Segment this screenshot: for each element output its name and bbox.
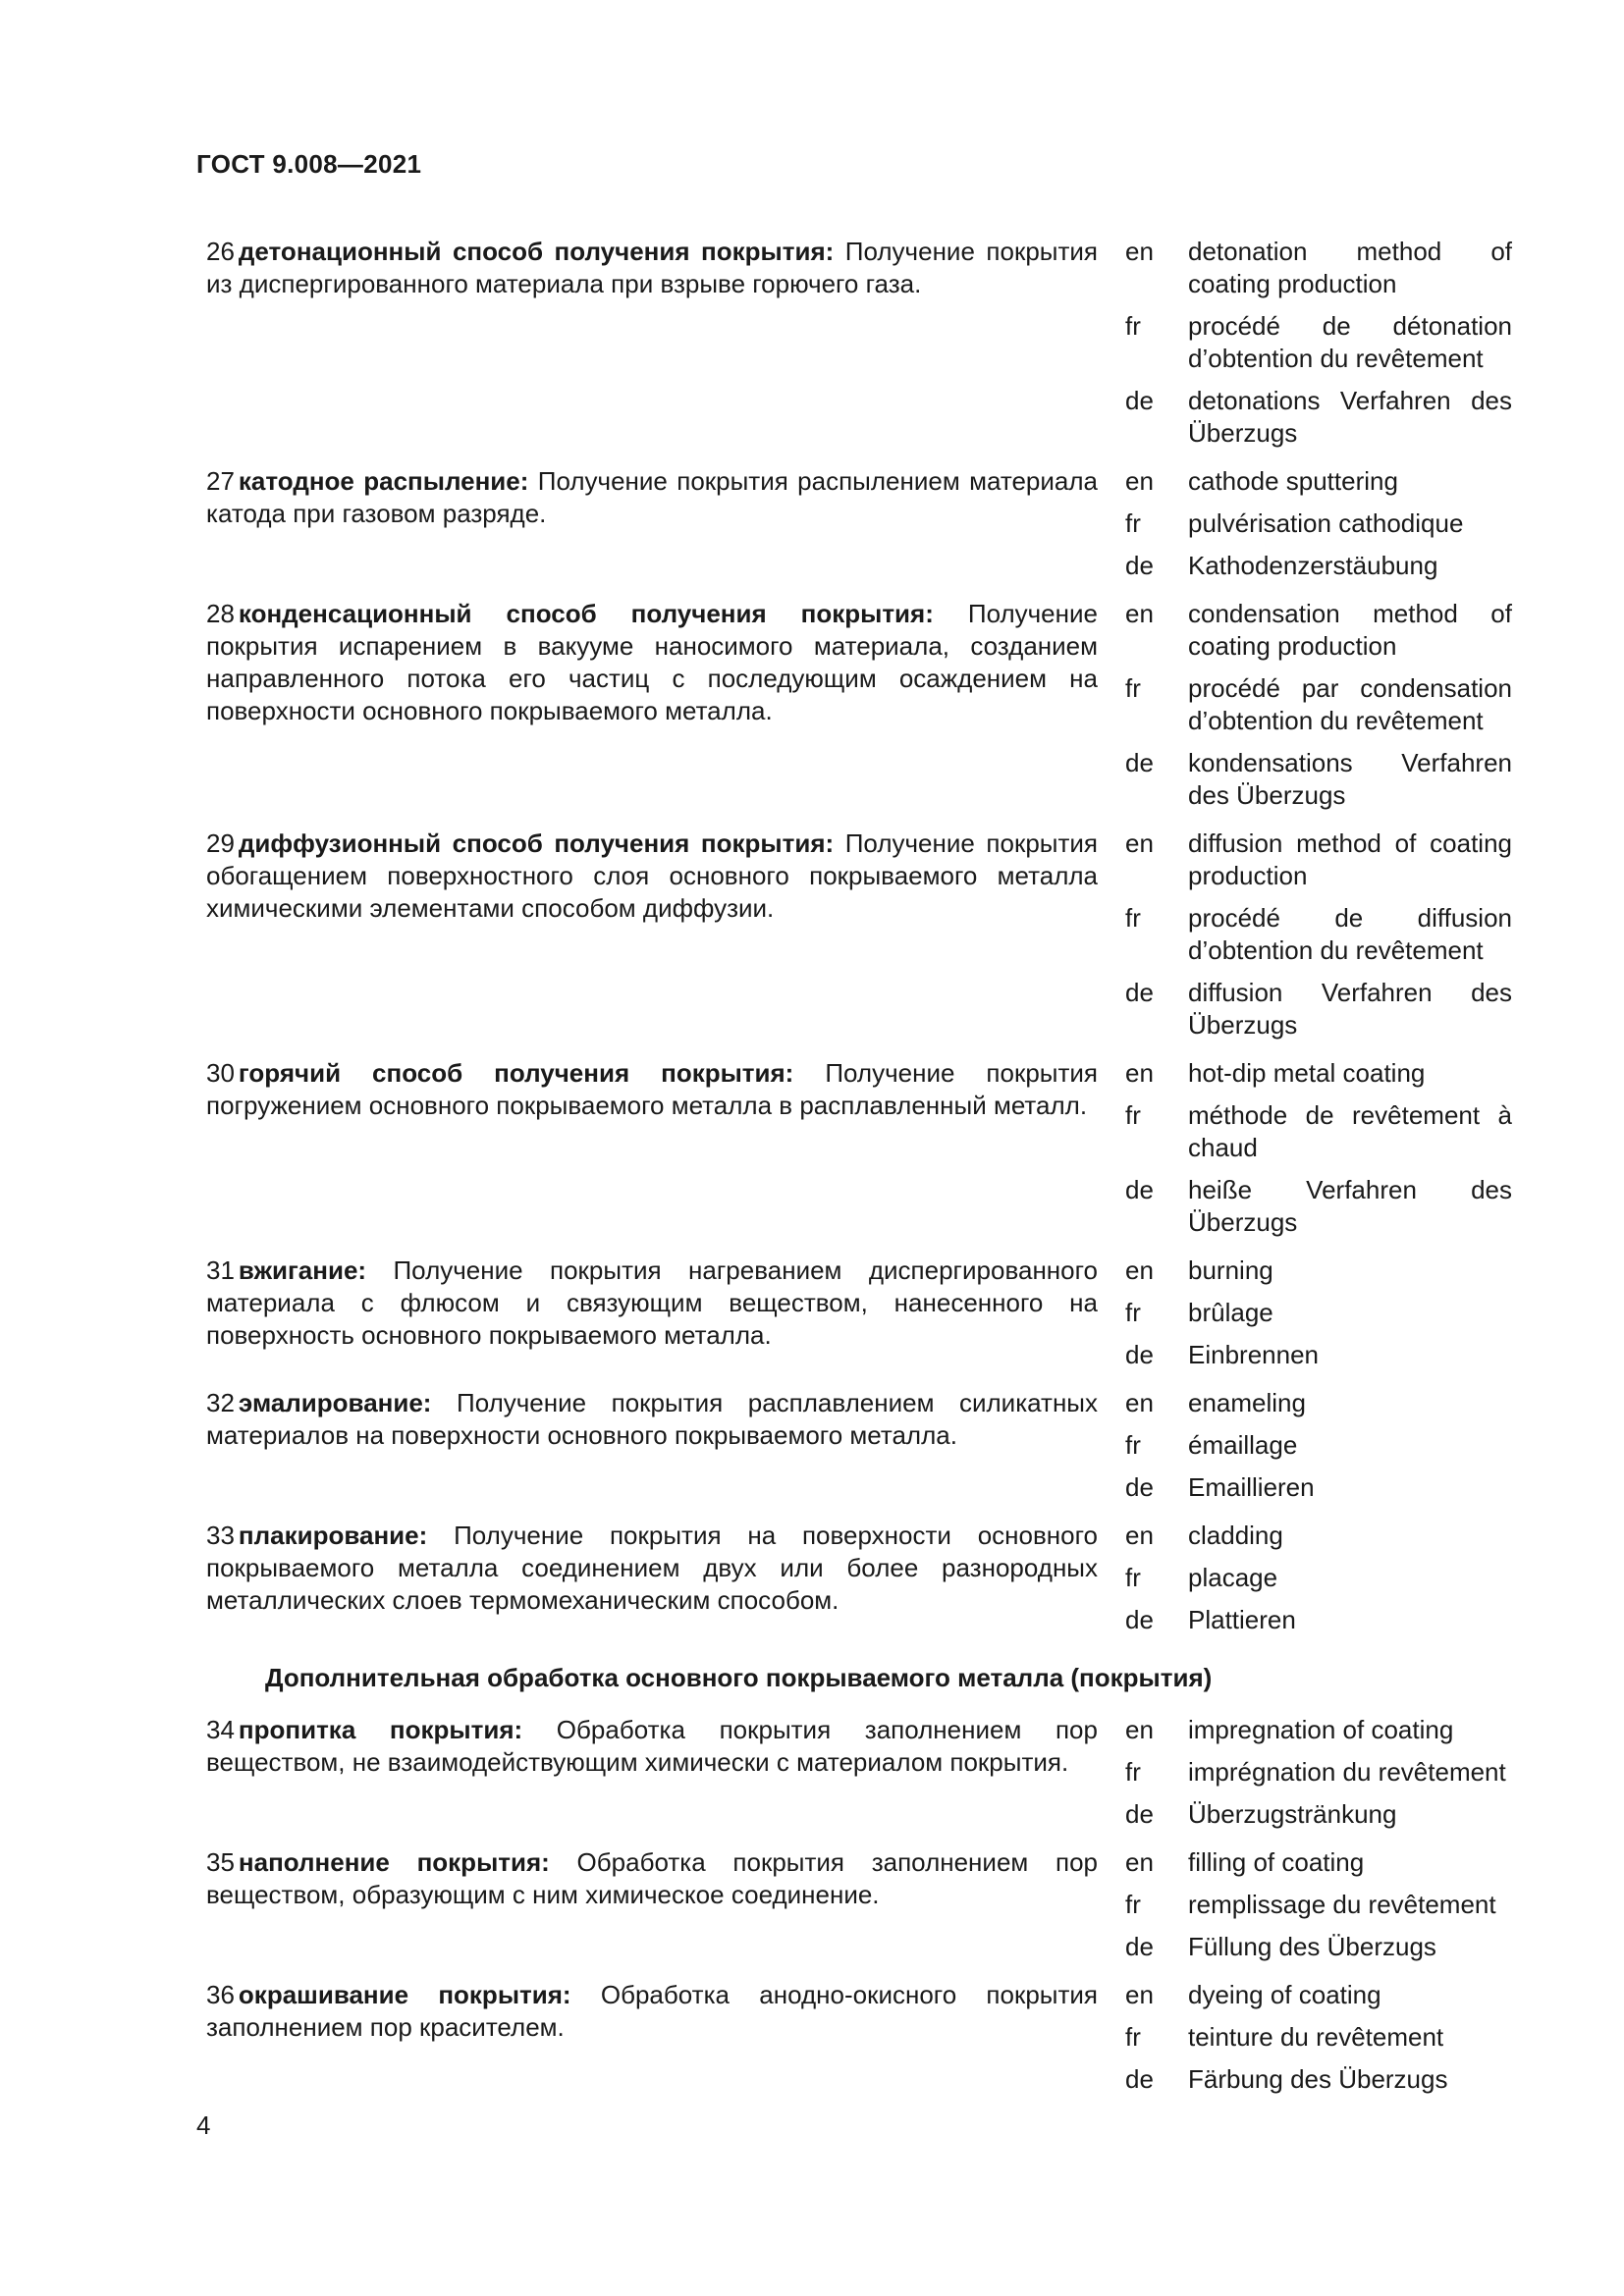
term-entry: [206, 828, 1518, 1051]
equivalent-en: [1125, 236, 1518, 300]
definition-text: Обработка покрытия заполнением пор веществом, образующим с ним химическое соединение.: [206, 1847, 1099, 1909]
term-definition: [206, 1057, 1098, 1122]
equivalent-term: procédé de diffusion d’obtention du revêtement: [1188, 903, 1512, 965]
equivalent-term: Füllung des Überzugs: [1188, 1932, 1436, 1961]
term-number: 28: [206, 599, 235, 628]
language-code: en: [1125, 1980, 1154, 2009]
equivalent-term: procédé de détonation d’obtention du revêtement: [1188, 311, 1512, 373]
equivalent-en: [1125, 1714, 1518, 1746]
definition-text: Получение покрытия расплавлением силикатных материалов на поверхности основного покрываемого металла.: [206, 1388, 1098, 1450]
term-number: 26: [206, 237, 235, 266]
term-definition: [206, 1520, 1098, 1617]
standard-designation: ГОСТ 9.008—2021: [196, 149, 422, 179]
equivalent-term: pulvérisation cathodique: [1188, 508, 1464, 538]
term-entry: [206, 1255, 1518, 1381]
foreign-equivalents: [1125, 465, 1518, 592]
language-code: de: [1125, 551, 1154, 580]
language-code: fr: [1125, 1757, 1141, 1787]
language-code: fr: [1125, 673, 1141, 703]
language-code: en: [1125, 1255, 1154, 1285]
term-name: диффузионный способ получения покрытия:: [238, 828, 835, 858]
equivalent-en: [1125, 1255, 1518, 1287]
language-code: de: [1125, 978, 1154, 1007]
foreign-equivalents: [1125, 598, 1518, 822]
definition-text: Получение покрытия нагреванием диспергированного материала с флюсом и связующим веществом, нанесенного на поверхность основного покрываемого металла.: [206, 1255, 1098, 1350]
term-name: пропитка покрытия:: [238, 1715, 523, 1744]
equivalent-fr: [1125, 507, 1518, 540]
language-code: fr: [1125, 1298, 1141, 1327]
definition-text: Получение покрытия на поверхности основного покрываемого металла соединением двух или более разнородных металлических слоев термомеханическим способом.: [206, 1521, 1098, 1615]
equivalent-term: cathode sputtering: [1188, 466, 1398, 496]
equivalent-de: [1125, 550, 1518, 582]
equivalent-fr: [1125, 1429, 1518, 1462]
equivalent-term: placage: [1188, 1563, 1278, 1592]
equivalent-en: [1125, 1057, 1518, 1090]
language-code: en: [1125, 1715, 1154, 1744]
term-name: горячий способ получения покрытия:: [238, 1058, 794, 1088]
equivalent-term: heiße Verfahren des Überzugs: [1188, 1175, 1512, 1237]
equivalent-term: diffusion Verfahren des Überzugs: [1188, 978, 1512, 1040]
term-definition: [206, 598, 1098, 727]
equivalent-de: [1125, 1604, 1518, 1636]
equivalent-fr: [1125, 1099, 1518, 1164]
section-heading: Дополнительная обработка основного покрываемого металла (покрытия): [265, 1663, 1213, 1692]
equivalent-term: Emaillieren: [1188, 1472, 1315, 1502]
language-code: en: [1125, 599, 1154, 628]
equivalent-term: procédé par condensation d’obtention du revêtement: [1188, 673, 1512, 735]
foreign-equivalents: [1125, 1057, 1518, 1249]
foreign-equivalents: [1125, 1846, 1518, 1973]
equivalent-fr: [1125, 1889, 1518, 1921]
equivalent-term: hot-dip metal coating: [1188, 1058, 1426, 1088]
language-code: en: [1125, 237, 1154, 266]
equivalent-term: émaillage: [1188, 1430, 1298, 1460]
term-definition: [206, 236, 1098, 300]
language-code: de: [1125, 1340, 1154, 1369]
term-entry: [206, 598, 1518, 822]
term-definition: [206, 1714, 1098, 1779]
equivalent-term: cladding: [1188, 1521, 1283, 1550]
term-number: 35: [206, 1847, 235, 1877]
equivalent-fr: [1125, 1756, 1518, 1789]
equivalent-en: [1125, 465, 1518, 498]
term-number: 36: [206, 1980, 235, 2009]
term-definition: [206, 1387, 1098, 1452]
language-code: de: [1125, 1799, 1154, 1829]
equivalent-en: [1125, 1520, 1518, 1552]
equivalent-term: Färbung des Überzugs: [1188, 2064, 1448, 2094]
terms-content: [206, 236, 1518, 2111]
language-code: fr: [1125, 311, 1141, 341]
term-definition: [206, 1979, 1098, 2044]
equivalent-term: imprégnation du revêtement: [1188, 1757, 1506, 1787]
language-code: de: [1125, 386, 1154, 415]
equivalent-en: [1125, 1387, 1518, 1419]
language-code: en: [1125, 1521, 1154, 1550]
equivalent-en: [1125, 1846, 1518, 1879]
equivalent-term: diffusion method of coating production: [1188, 828, 1512, 890]
equivalent-term: Plattieren: [1188, 1605, 1296, 1634]
term-entry: [206, 1846, 1518, 1973]
language-code: fr: [1125, 2022, 1141, 2052]
equivalent-term: remplissage du revêtement: [1188, 1890, 1496, 1919]
equivalent-term: Kathodenzerstäubung: [1188, 551, 1438, 580]
term-name: эмалирование:: [238, 1388, 432, 1417]
language-code: en: [1125, 1388, 1154, 1417]
equivalent-fr: [1125, 1297, 1518, 1329]
term-name: детонационный способ получения покрытия:: [238, 237, 835, 266]
language-code: de: [1125, 1605, 1154, 1634]
equivalent-de: [1125, 977, 1518, 1041]
equivalent-en: [1125, 1979, 1518, 2011]
term-entry: [206, 1387, 1518, 1514]
page-number: 4: [196, 2110, 211, 2140]
term-number: 29: [206, 828, 235, 858]
term-number: 34: [206, 1715, 235, 1744]
language-code: de: [1125, 1932, 1154, 1961]
language-code: en: [1125, 1058, 1154, 1088]
equivalent-term: impregnation of coating: [1188, 1715, 1454, 1744]
language-code: en: [1125, 828, 1154, 858]
equivalent-term: condensation method of coating production: [1188, 599, 1512, 661]
equivalent-de: [1125, 747, 1518, 812]
definition-text: Получение покрытия погружением основного покрываемого металла в расплавленный металл.: [206, 1058, 1098, 1120]
definition-text: Обработка анодно-окисного покрытия заполнением пор красителем.: [206, 1980, 1099, 2042]
term-number: 30: [206, 1058, 235, 1088]
foreign-equivalents: [1125, 1387, 1518, 1514]
term-definition: [206, 1255, 1098, 1352]
equivalent-term: Einbrennen: [1188, 1340, 1319, 1369]
definition-text: Получение покрытия распылением материала катода при газовом разряде.: [206, 466, 1099, 528]
term-number: 33: [206, 1521, 235, 1550]
equivalent-fr: [1125, 1562, 1518, 1594]
equivalent-de: [1125, 1471, 1518, 1504]
equivalent-fr: [1125, 2021, 1518, 2054]
terms-group-formation: [206, 236, 1518, 1646]
term-definition: [206, 1846, 1098, 1911]
equivalent-fr: [1125, 902, 1518, 967]
language-code: fr: [1125, 508, 1141, 538]
equivalent-term: filling of coating: [1188, 1847, 1365, 1877]
term-entry: [206, 465, 1518, 592]
language-code: de: [1125, 2064, 1154, 2094]
foreign-equivalents: [1125, 1255, 1518, 1381]
equivalent-term: detonation method of coating production: [1188, 237, 1512, 298]
equivalent-de: [1125, 1798, 1518, 1831]
term-name: конденсационный способ получения покрытия:: [238, 599, 934, 628]
equivalent-term: Überzugstränkung: [1188, 1799, 1397, 1829]
term-entry: [206, 1714, 1518, 1841]
language-code: fr: [1125, 903, 1141, 933]
definition-text: Получение покрытия испарением в вакууме наносимого материала, созданием направленного потока его частиц с последующим осаждением на поверхности основного покрываемого металла.: [206, 599, 1098, 725]
equivalent-de: [1125, 1931, 1518, 1963]
foreign-equivalents: [1125, 828, 1518, 1051]
term-number: 27: [206, 466, 235, 496]
equivalent-term: brûlage: [1188, 1298, 1273, 1327]
term-name: катодное распыление:: [238, 466, 529, 496]
equivalent-term: burning: [1188, 1255, 1273, 1285]
equivalent-term: enameling: [1188, 1388, 1306, 1417]
equivalent-fr: [1125, 310, 1518, 375]
language-code: fr: [1125, 1100, 1141, 1130]
equivalent-term: méthode de revêtement à chaud: [1188, 1100, 1512, 1162]
equivalent-term: detonations Verfahren des Überzugs: [1188, 386, 1512, 448]
term-entry: [206, 1057, 1518, 1249]
language-code: de: [1125, 748, 1154, 777]
term-definition: [206, 828, 1098, 925]
term-name: наполнение покрытия:: [238, 1847, 550, 1877]
foreign-equivalents: [1125, 1714, 1518, 1841]
term-name: окрашивание покрытия:: [238, 1980, 571, 2009]
term-number: 31: [206, 1255, 235, 1285]
language-code: en: [1125, 1847, 1154, 1877]
equivalent-term: teinture du revêtement: [1188, 2022, 1444, 2052]
terms-group-additional-treatment: [206, 1714, 1518, 2106]
language-code: fr: [1125, 1890, 1141, 1919]
foreign-equivalents: [1125, 1979, 1518, 2106]
foreign-equivalents: [1125, 1520, 1518, 1646]
definition-text: Получение покрытия обогащением поверхностного слоя основного покрываемого металла химическими элементами способом диффузии.: [206, 828, 1098, 923]
equivalent-en: [1125, 598, 1518, 663]
equivalent-de: [1125, 1174, 1518, 1239]
language-code: en: [1125, 466, 1154, 496]
term-entry: [206, 1520, 1518, 1646]
equivalent-en: [1125, 828, 1518, 892]
equivalent-de: [1125, 385, 1518, 450]
equivalent-fr: [1125, 672, 1518, 737]
term-name: плакирование:: [238, 1521, 428, 1550]
language-code: de: [1125, 1175, 1154, 1204]
language-code: fr: [1125, 1563, 1141, 1592]
term-definition: [206, 465, 1098, 530]
language-code: fr: [1125, 1430, 1141, 1460]
definition-text: Обработка покрытия заполнением пор веществом, не взаимодействующим химически с материалом покрытия.: [206, 1715, 1098, 1777]
definition-text: Получение покрытия из диспергированного материала при взрыве горючего газа.: [206, 237, 1098, 298]
equivalent-de: [1125, 2063, 1518, 2096]
equivalent-term: kondensations Verfahren des Überzugs: [1188, 748, 1512, 810]
equivalent-de: [1125, 1339, 1518, 1371]
equivalent-term: dyeing of coating: [1188, 1980, 1381, 2009]
term-entry: [206, 236, 1518, 459]
foreign-equivalents: [1125, 236, 1518, 459]
term-name: вжигание:: [238, 1255, 367, 1285]
language-code: de: [1125, 1472, 1154, 1502]
term-number: 32: [206, 1388, 235, 1417]
term-entry: [206, 1979, 1518, 2106]
